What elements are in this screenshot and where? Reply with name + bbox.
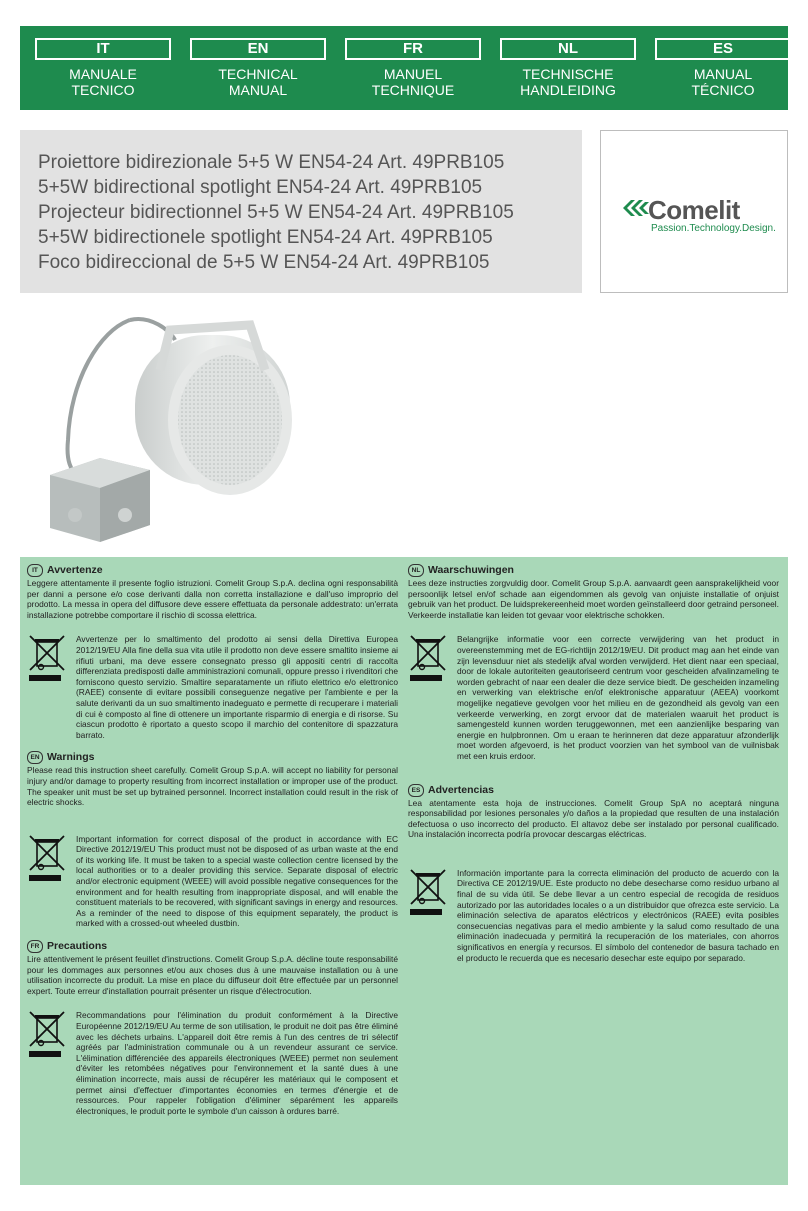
lang-en bbox=[183, 38, 333, 98]
lang-code-nl: NL bbox=[500, 38, 636, 60]
lang-name-fr-2: TECHNIQUE bbox=[371, 82, 455, 98]
disposal-text-en: Important information for correct disposal of the product in accordance with EC Directive 2012/19/EU This product must not be disposed of as urban waste at the end of its working life. It must be taken to a special waste collection centre licensed by the local authorities or to a dealer providing this service. Separate disposal of electric and/or electronic equipment (WEEE) will avoid possible negative consequences for the environment and for health resulting from inappropriate disposal, and will enable the constituent materials to be recovered, with significant savings in energy and resources. As a reminder of the need to dispose of this equipment separately, the product is marked with a crossed-out wheeled dustbin. bbox=[76, 833, 398, 929]
section-heading-it bbox=[27, 564, 398, 577]
section-title-en: Warnings bbox=[47, 751, 95, 764]
section-nl bbox=[408, 564, 779, 762]
lang-code-es: ES bbox=[655, 38, 791, 60]
warning-text-it: Leggere attentamente il presente foglio istruzioni. Comelit Group S.p.A. declina ogni responsabilità per danni a persone e/o cose derivanti dalla non corretta installazione e dall'uso improprio del prodotto. La messa in opera del diffusore deve essere effettuata da personale addestrato: un'errata installazione potrebbe comportare il rischio di scossa elettrica. bbox=[27, 578, 398, 620]
logo-wordmark: Comelit bbox=[648, 195, 740, 225]
badge-it: IT bbox=[27, 564, 43, 577]
lang-name-en-2: MANUAL bbox=[228, 82, 288, 98]
title-it: Proiettore bidirezionale 5+5 W EN54-24 Art. 49PRB105 bbox=[38, 152, 505, 173]
badge-es: ES bbox=[408, 784, 424, 797]
safety-info-panel bbox=[20, 557, 788, 1185]
weee-bin-icon bbox=[408, 868, 448, 963]
badge-nl: NL bbox=[408, 564, 424, 577]
title-en: 5+5W bidirectional spotlight EN54-24 Art. 49PRB105 bbox=[38, 177, 483, 198]
logo-tagline: Passion.Technology.Design. bbox=[651, 223, 776, 234]
section-fr bbox=[27, 940, 398, 1116]
disposal-text-fr: Recommandations pour l'élimination du produit conformément à la Directive Européenne 2012/19/EU Au terme de son utilisation, le produit ne doit pas être éliminé avec les déchets urbains. L'appareil doit être remis à l'un des centres de tri sélectif agréés par l'administration communale ou à un revendeur assurant ce service. L'élimination différenciée des appareils électroniques (WEEE) permet non seulement d'éviter les retombées négatives pour l'environnement et la santé dues à une élimination incorrecte, mais aussi de récupérer les matériaux qui le composent et permet ainsi d'effectuer d'importantes économies en termes d'énergie et de ressources. Pour rappeler l'obligation d'éliminer séparément les appareils électroniques, le produit porte le symbole d'un caisson à ordures barré. bbox=[76, 1010, 398, 1116]
lang-code-fr: FR bbox=[345, 38, 481, 60]
title-fr: Projecteur bidirectionnel 5+5 W EN54-24 Art. 49PRB105 bbox=[38, 202, 514, 223]
lang-name-it-1: MANUALE bbox=[69, 66, 137, 82]
lang-es bbox=[648, 38, 798, 98]
disposal-text-nl: Belangrijke informatie voor een correcte verwijdering van het product in overeenstemming met de EG-richtlijn 2012/19/EU. Dit product mag aan het einde van zijn levensduur niet als stedelijk afval worden verwijderd. Het dient naar een speciaal, door de lokale autoriteiten geautoriseerd centrum voor gescheiden afvalinzameling te worden gebracht of naar een dealer die deze service biedt. De gescheiden inzameling en verwerking van elektrische en/of elektronische apparatuur (AEEA) voorkomt mogelijke negatieve gevolgen voor het milieu en de gezondheid als gevolg van een verkeerde verwerking, en zorgt ervoor dat de materialen waaruit het product is samengesteld kunnen worden teruggewonnen, met een aanzienlijke besparing van energie en hulpbronnen. Om u eraan te herinneren dat deze apparatuur afzonderlijk moet worden afgevoerd, is het product voorzien van het symbool van de vuilnisbak met een kruis erdoor. bbox=[457, 634, 779, 761]
section-heading-nl bbox=[408, 564, 779, 577]
weee-bin-icon bbox=[27, 834, 67, 929]
section-title-fr: Precautions bbox=[47, 940, 108, 953]
section-title-es: Advertencias bbox=[428, 783, 494, 796]
warning-text-es: Lea atentamente esta hoja de instrucciones. Comelit Group SpA no aceptará ninguna responsabilidad por lesiones personales y/o daños a la propiedad que resulten de una instalación defectuosa o uso incorrecto del producto. El altavoz debe ser instalado por personal cualificado. Una instalación incorrecta podría provocar descargas eléctricas. bbox=[408, 797, 779, 840]
product-title-box bbox=[20, 130, 582, 293]
lang-name-en-1: TECHNICAL bbox=[218, 66, 298, 82]
warning-text-nl: Lees deze instructies zorgvuldig door. Comelit Group S.p.A. aanvaardt geen aansprakelijkheid voor persoonlijk letsel en/of schade aan eigendommen als gevolg van onjuiste installatie of onjuist gebruik van het product. De luidsprekereenheid moet worden geïnstalleerd door getraind personeel. Verkeerde installatie kan leiden tot gevaar voor elektrische schokken. bbox=[408, 578, 779, 620]
lang-code-en: EN bbox=[190, 38, 326, 60]
disposal-text-it: Avvertenze per lo smaltimento del prodotto ai sensi della Direttiva Europea 2012/19/EU Alla fine della sua vita utile il prodotto non deve essere smaltito insieme ai rifiuti urbani, ma deve essere consegnato presso gli appositi centri di raccolta differenziata predisposti dalle amministrazioni comunali, oppure presso i rivenditori che forniscono questo servizio. Smaltire separatamente un rifiuto elettrico e/o elettronico (RAEE) consente di evitare possibili conseguenze negative per l'ambiente e per la salute derivanti da un suo smaltimento inadeguato e permette di recuperare i materiali di cui è composto al fine di ottenere un importante risparmio di energia e di risorse. Su ciascun prodotto è riportato a questo scopo il marchio del contenitore di spazzatura barrato. bbox=[76, 634, 398, 740]
title-es: Foco bidireccional de 5+5 W EN54-24 Art. 49PRB105 bbox=[38, 252, 490, 273]
comelit-mark-icon bbox=[623, 198, 649, 218]
lang-name-es-2: TÉCNICO bbox=[691, 82, 755, 98]
weee-bin-icon bbox=[27, 1010, 67, 1116]
language-banner bbox=[20, 26, 788, 110]
lang-name-nl-1: TECHNISCHE bbox=[522, 66, 614, 82]
warning-text-fr: Lire attentivement le présent feuillet d'instructions. Comelit Group S.p.A. décline toute responsabilité pour les dommages aux personnes et/ou aux choses dus à une mauvaise installation ou à une utilisation incorrecte du produit. La mise en place du diffuseur doit être effectuée par un personnel expert. Toute erreur d'installation pourrait présenter un risque d'électrocution. bbox=[27, 954, 398, 996]
lang-name-fr-1: MANUEL bbox=[383, 66, 443, 82]
disposal-block-es bbox=[408, 868, 779, 963]
lang-nl bbox=[493, 38, 643, 98]
lang-fr bbox=[338, 38, 488, 98]
disposal-block-it bbox=[27, 634, 398, 740]
disposal-block-en bbox=[27, 834, 398, 929]
weee-bin-icon bbox=[408, 634, 448, 761]
section-es bbox=[408, 784, 779, 964]
lang-name-es-1: MANUAL bbox=[693, 66, 753, 82]
disposal-text-es: Información importante para la correcta eliminación del producto de acuerdo con la Directiva CE 2012/19/UE. Este producto no debe desecharse como residuo urbano al final de su vida útil. Se debe llevar a un centro especial de recogida de residuos autorizado por las autoridades locales o a un distribuidor que ofrezca este servicio. La eliminación selectiva de aparatos eléctricos y electrónicos (RAEE) evita posibles consecuencias negativas para el medio ambiente y la salud como resultado de una eliminación inadecuada y permitirá la recuperación de los materiales, con ahorros significativos en energía y recursos. El símbolo del contenedor de basura tachado en el producto le recuerda que es necesario desechar este equipo por separado. bbox=[457, 867, 779, 963]
section-heading-es bbox=[408, 784, 779, 797]
title-nl: 5+5W bidirectionele spotlight EN54-24 Art. 49PRB105 bbox=[38, 227, 493, 248]
badge-en: EN bbox=[27, 751, 43, 764]
section-title-it: Avvertenze bbox=[47, 564, 103, 576]
logo-box bbox=[600, 130, 788, 293]
right-column bbox=[408, 564, 779, 963]
warning-text-en: Please read this instruction sheet carefully. Comelit Group S.p.A. will accept no liability for personal injury and/or damage to property resulting from incorrect installation or improper use of the product. The speaker unit must be set up bytrained personnel. Incorrect installation could result in the risk of electric shocks. bbox=[27, 765, 398, 808]
section-heading-en bbox=[27, 751, 398, 764]
left-column bbox=[27, 564, 398, 1116]
section-heading-fr bbox=[27, 940, 398, 953]
lang-name-it-2: TECNICO bbox=[71, 82, 135, 98]
lang-code-it: IT bbox=[35, 38, 171, 60]
disposal-block-nl bbox=[408, 634, 779, 761]
product-image bbox=[40, 310, 340, 550]
disposal-block-fr bbox=[27, 1010, 398, 1116]
lang-name-nl-2: HANDLEIDING bbox=[520, 82, 616, 98]
lang-it bbox=[28, 38, 178, 98]
weee-bin-icon bbox=[27, 634, 67, 740]
section-it bbox=[27, 564, 398, 740]
badge-fr: FR bbox=[27, 940, 43, 953]
section-title-nl: Waarschuwingen bbox=[428, 564, 514, 576]
section-en bbox=[27, 751, 398, 929]
